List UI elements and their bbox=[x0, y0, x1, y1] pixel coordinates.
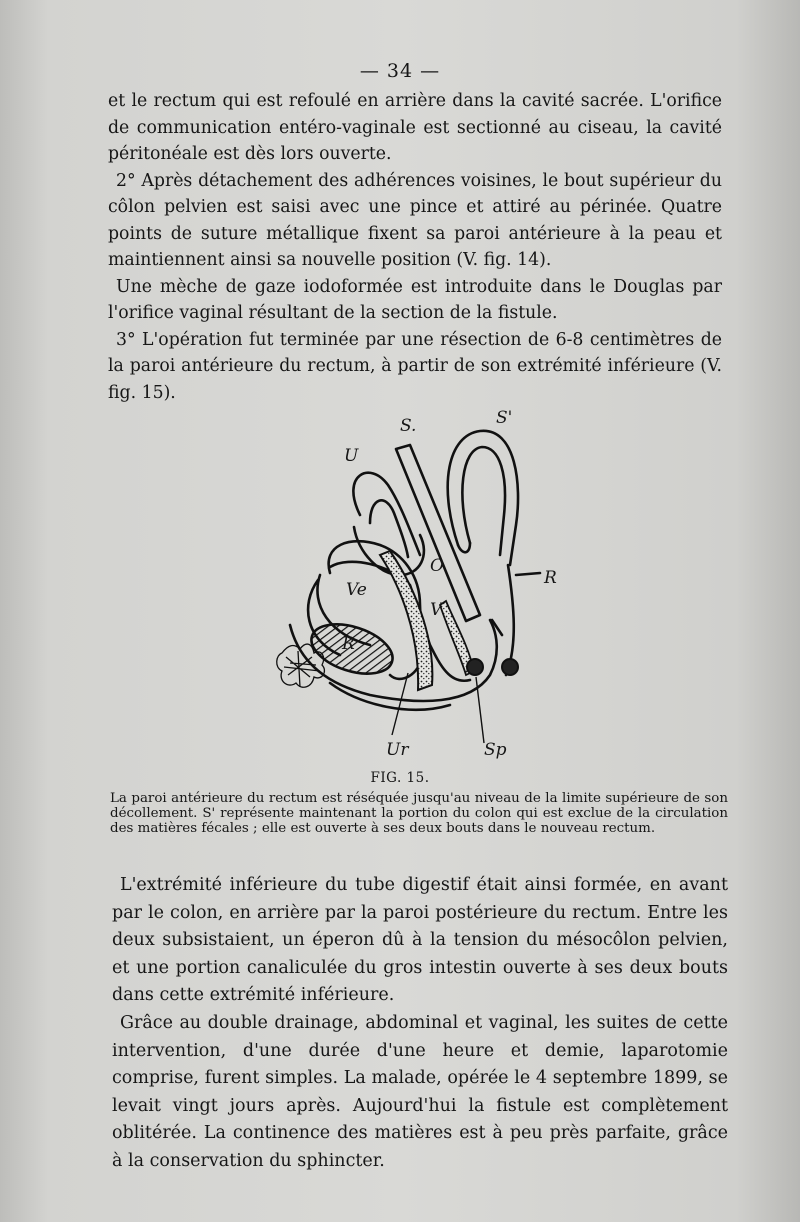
sphincter-right bbox=[502, 659, 518, 675]
label-ve: Ve bbox=[346, 580, 367, 600]
label-u: U bbox=[344, 446, 359, 466]
body-text-top bbox=[108, 88, 722, 406]
sphincter-left bbox=[467, 659, 483, 675]
paragraph: L'extrémité inférieure du tube digestif était ainsi formée, en avant par le colon, en arrière par la paroi postérieure du rectum. Entre les deux subsistaient, un éperon dû à la tension du mésocôlon pelvien, et une portion canaliculée du gros intestin ouverte à ses deux bouts dans cette extrémité inférieure. bbox=[112, 875, 728, 1006]
body-text-bottom bbox=[112, 872, 728, 1176]
paragraph: 2° Après détachement des adhérences voisines, le bout supérieur du côlon pelvien est saisi avec une pince et attiré au périnée. Quatre points de suture métallique fixent sa paroi antérieure à la peau et maintiennent ainsi sa nouvelle position (V. fig. 14). bbox=[108, 170, 722, 270]
label-sp: Sp bbox=[484, 740, 507, 760]
paragraph: Grâce au double drainage, abdominal et vaginal, les suites de cette intervention, d'une durée d'une heure et demie, laparotomie comprise, furent simples. La malade, opérée le 4 septembre 1899, se levait vingt jours après. Aujourd'hui la fistule est complètement oblitérée. La continence des matières est à peu près parfaite, grâce à la conservation du sphincter. bbox=[112, 1012, 728, 1171]
paragraph: et le rectum qui est refoulé en arrière dans la cavité sacrée. L'orifice de communication entéro-vaginale est sectionné au ciseau, la cavité péritonéale est dès lors ouverte. bbox=[108, 91, 722, 164]
anatomical-figure bbox=[270, 405, 580, 775]
label-r-inner: R bbox=[342, 634, 355, 654]
figure-drawing bbox=[270, 405, 580, 775]
figure-caption: La paroi antérieure du rectum est réséquée jusqu'au niveau de la limite supérieure de son décollement. S' représente maintenant la portion du colon qui est exclue de la circulation des matières fécales ; elle est ouverte à ses deux bouts dans le nouveau rectum. bbox=[110, 791, 728, 836]
paragraph: 3° L'opération fut terminée par une résection de 6-8 centimètres de la paroi antérieure du rectum, à partir de son extrémité inférieure (V. fig. 15). bbox=[108, 329, 722, 403]
paragraph: Une mèche de gaze iodoformée est introduite dans le Douglas par l'orifice vaginal résultant de la section de la fistule. bbox=[108, 276, 722, 323]
label-r: R bbox=[544, 568, 557, 588]
label-s-prime: S' bbox=[496, 408, 513, 428]
label-ur: Ur bbox=[386, 740, 409, 760]
page-number: — 34 — bbox=[359, 60, 441, 82]
label-s: S. bbox=[400, 416, 417, 436]
figure-title: FIG. 15. bbox=[370, 770, 430, 786]
label-o: O bbox=[430, 556, 444, 576]
label-v: V bbox=[430, 600, 443, 620]
